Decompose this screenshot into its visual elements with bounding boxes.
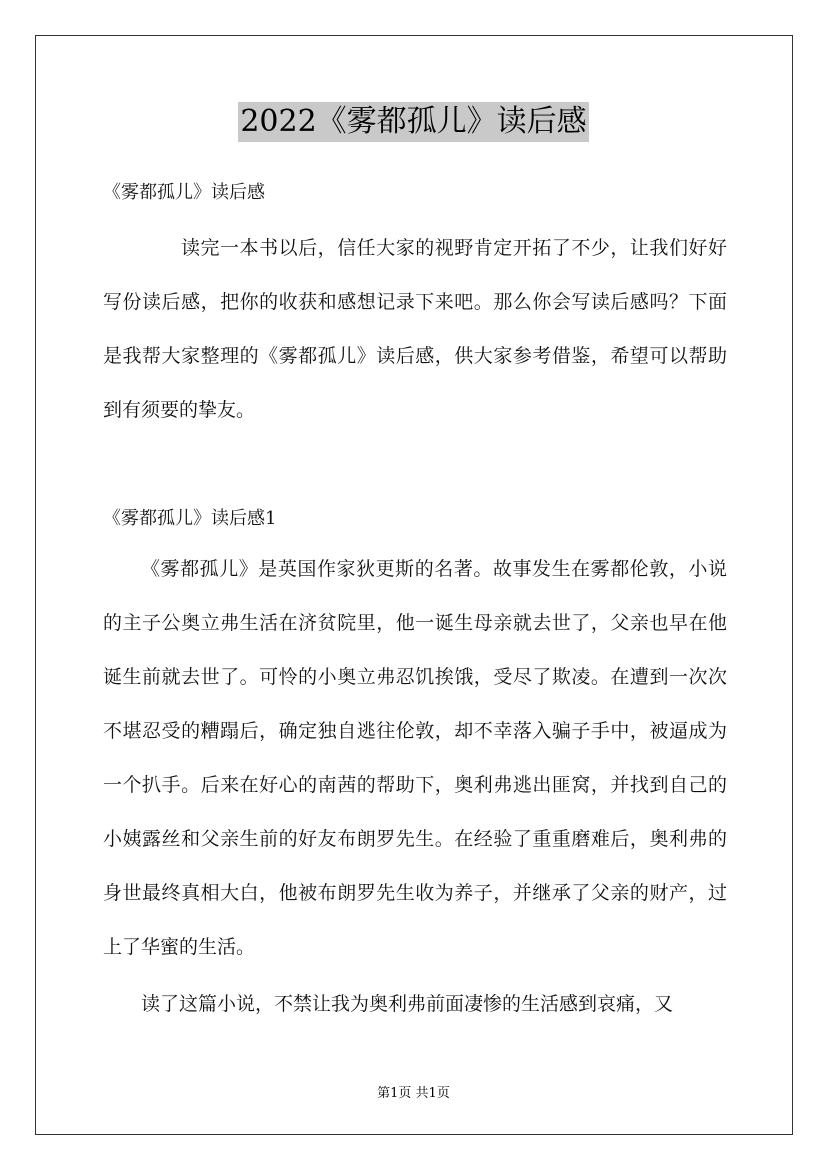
- title-container: [0, 102, 827, 142]
- document-title: 2022《雾都孤儿》读后感: [238, 102, 588, 142]
- section-paragraph-continued: 读了这篇小说，不禁让我为奥利弗前面凄惨的生活感到哀痛，又: [141, 993, 674, 1015]
- section-heading: 《雾都孤儿》读后感1: [103, 508, 277, 529]
- page-footer: 第1页 共1页: [377, 1086, 450, 1101]
- section-paragraph: 《雾都孤儿》是英国作家狄更斯的名著。故事发生在雾都伦敦，小说的主子公奥立弗生活在济贫院里，他一诞生母亲就去世了，父亲也早在他诞生前就去世了。可怜的小奥立弗忍饥挨饿，受尽了欺凌。在遭到一次次不堪忍受的糟蹋后，确定独自逃往伦敦，却不幸落入骗子手中，被逼成为一个扒手。后来在好心的南茜的帮助下，奥利弗逃出匪窝，并找到自己的小姨露丝和父亲生前的好友布朗罗先生。在经验了重重磨难后，奥利弗的身世最终真相大白，他被布朗罗先生收为养子，并继承了父亲的财产，过上了华蜜的生活。: [103, 558, 727, 958]
- intro-paragraph: 读完一本书以后，信任大家的视野肯定开拓了不少，让我们好好写份读后感，把你的收获和感想记录下来吧。那么你会写读后感吗？下面是我帮大家整理的《雾都孤儿》读后感，供大家参考借鉴，希望可以帮助到有须要的挚友。: [103, 237, 727, 421]
- subtitle: 《雾都孤儿》读后感: [103, 182, 265, 203]
